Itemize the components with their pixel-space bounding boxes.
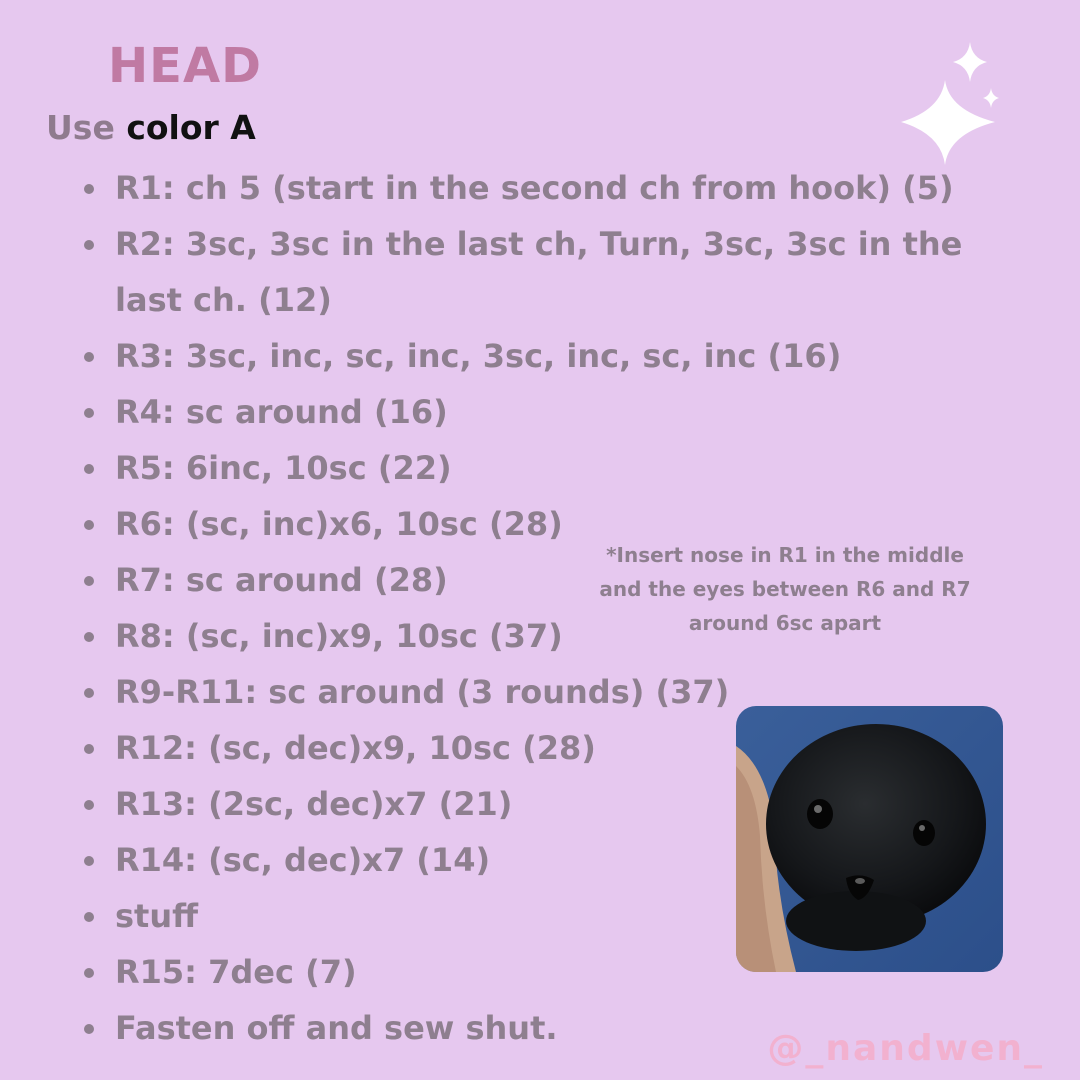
list-item: R13: (2sc, dec)x7 (21) — [78, 776, 998, 832]
list-item: R14: (sc, dec)x7 (14) — [78, 832, 998, 888]
list-item: R5: 6inc, 10sc (22) — [78, 440, 998, 496]
list-item: R15: 7dec (7) — [78, 944, 998, 1000]
list-item: R4: sc around (16) — [78, 384, 998, 440]
assembly-note: *Insert nose in R1 in the middle and the eyes between R6 and R7 around 6sc apart — [599, 543, 971, 635]
list-item: R3: 3sc, inc, sc, inc, 3sc, inc, sc, inc (16) — [78, 328, 998, 384]
list-item: R6: (sc, inc)x6, 10sc (28) — [78, 496, 998, 552]
creator-watermark: @_nandwen_ — [767, 1028, 1044, 1069]
color-instruction-color: color A — [126, 108, 256, 147]
page-title: HEAD — [108, 38, 262, 94]
list-item: R8: (sc, inc)x9, 10sc (37) — [78, 608, 998, 664]
list-item: R12: (sc, dec)x9, 10sc (28) — [78, 720, 998, 776]
list-item: Fasten off and sew shut. — [78, 1000, 998, 1056]
list-item: R7: sc around (28) — [78, 552, 998, 608]
list-item: stuff — [78, 888, 998, 944]
list-item: R2: 3sc, 3sc in the last ch, Turn, 3sc, 3sc in the last ch. (12) — [78, 216, 998, 328]
list-item: R1: ch 5 (start in the second ch from hook) (5) — [78, 160, 998, 216]
list-item: R9-R11: sc around (3 rounds) (37) — [78, 664, 998, 720]
color-instruction — [46, 108, 256, 147]
crochet-head-photo — [736, 706, 1003, 972]
color-instruction-prefix: Use — [46, 108, 115, 147]
sparkle-icon — [895, 40, 1007, 170]
